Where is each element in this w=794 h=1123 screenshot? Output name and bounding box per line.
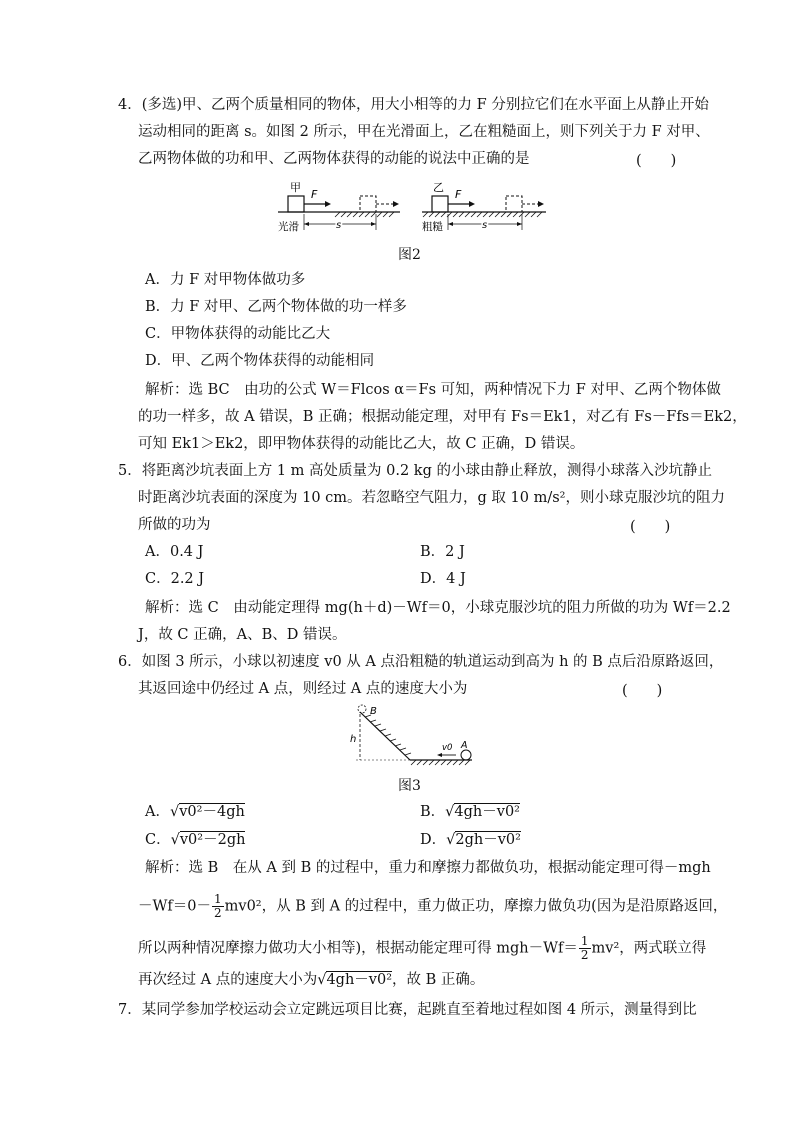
fig3-label-b: B xyxy=(370,706,377,717)
q4-answer-paren: ( ) xyxy=(636,153,677,169)
q6-option-a-radicand: v0²－4gh xyxy=(179,804,245,820)
q5-answer-paren: ( ) xyxy=(630,519,671,535)
q6-option-b-radicand: 4gh－v0² xyxy=(454,804,520,820)
q4-solution-line3: 可知 Ek1＞Ek2，即甲物体获得的动能比乙大，故 C 正确，D 错误。 xyxy=(138,436,585,452)
fig2-surface-smooth: 光滑 xyxy=(278,221,299,233)
q4-solution-line2: 的功一样多，故 A 错误，B 正确；根据动能定理，对甲有 Fs＝Ek1，对乙有 Fs－Ffs＝Ek2， xyxy=(138,409,747,425)
q6-solution-line1: 解析：选 B 在从 A 到 B 的过程中，重力和摩擦力都做负功，根据动能定理可得－mgh xyxy=(145,860,711,876)
fig2-label-yi: 乙 xyxy=(433,181,444,194)
q6-solution-line3 xyxy=(138,935,706,962)
figure-2 xyxy=(0,180,794,240)
fig2-block-jia xyxy=(288,196,304,212)
q6-answer-paren: ( ) xyxy=(622,683,663,699)
q6-option-c-radicand: v0²－2gh xyxy=(179,832,246,848)
fig2-block-jia-final xyxy=(360,196,376,212)
q4-stem-line1: 4．(多选)甲、乙两个质量相同的物体，用大小相等的力 F 分别拉它们在水平面上从静止开始 xyxy=(118,97,709,113)
fig3-label-h: h xyxy=(350,734,357,745)
q4-stem-line2: 运动相同的距离 s。如图 2 所示，甲在光滑面上，乙在粗糙面上，则下列关于力 F 对甲、 xyxy=(138,124,710,140)
q5-option-b: B．2 J xyxy=(420,544,465,560)
q6-solution-radicand: 4gh－v0² xyxy=(326,972,393,988)
fig3-label-v0: v0 xyxy=(442,743,453,753)
q7-stem-line1: 7．某同学参加学校运动会立定跳远项目比赛，起跳直至着地过程如图 4 所示，测量得到比 xyxy=(118,1002,697,1018)
q5-solution-line1: 解析：选 C 由动能定理得 mg(h＋d)－Wf＝0，小球克服沙坑的阻力所做的功为 Wf＝2.2 xyxy=(145,600,731,616)
q6-option-d: D．√2gh－v0² xyxy=(420,832,521,848)
q6-fraction-half-2 xyxy=(579,935,591,962)
q5-stem-line2: 时距离沙坑表面的深度为 10 cm。若忽略空气阻力，g 取 10 m/s²，则小球克服沙坑的阻力 xyxy=(138,490,725,506)
fig3-ball-a xyxy=(461,750,471,760)
fig2-distance-left: s xyxy=(336,220,342,231)
fig2-distance-right: s xyxy=(482,220,488,231)
q4-option-d: D．甲、乙两个物体获得的动能相同 xyxy=(145,353,375,369)
fig2-surface-rough: 粗糙 xyxy=(422,221,443,233)
q6-fraction-half-1 xyxy=(212,893,224,920)
q4-stem-line3: 乙两物体做的功和甲、乙两物体获得的动能的说法中正确的是 xyxy=(138,151,530,167)
fig2-block-yi xyxy=(432,196,448,212)
fig3-label-a: A xyxy=(461,740,468,751)
q6-option-c: C．√v0²－2gh xyxy=(145,832,246,848)
q4-option-c: C．甲物体获得的动能比乙大 xyxy=(145,326,331,342)
fraction-numerator: 1 xyxy=(580,934,589,948)
fraction-numerator: 1 xyxy=(214,892,222,906)
q6-option-a-label: A． xyxy=(145,804,170,820)
q6-option-b-label: B． xyxy=(420,804,446,820)
q4-option-b: B．力 F 对甲、乙两个物体做的功一样多 xyxy=(145,299,407,315)
q6-solution-line4: 再次经过 A 点的速度大小为√4gh－v0²，故 B 正确。 xyxy=(138,972,485,988)
q6-solution-line3-b: mv²，两式联立得 xyxy=(591,940,707,957)
fraction-denominator: 2 xyxy=(214,906,222,920)
q5-solution-line2: J，故 C 正确，A、B、D 错误。 xyxy=(138,627,347,643)
q6-solution-line4-a: 再次经过 A 点的速度大小为 xyxy=(138,972,318,988)
q6-option-a: A．√v0²－4gh xyxy=(145,804,245,820)
q6-option-d-radicand: 2gh－v0² xyxy=(455,832,521,848)
q4-option-a: A．力 F 对甲物体做功多 xyxy=(145,272,306,288)
q6-option-c-label: C． xyxy=(145,832,171,848)
q6-solution-line2-b: mv0²，从 B 到 A 的过程中，重力做正功，摩擦力做负功(因为是沿原路返回， xyxy=(224,898,728,915)
q6-solution-line2 xyxy=(138,893,727,920)
q5-stem-line3: 所做的功为 xyxy=(138,517,211,533)
q6-stem-line1: 6．如图 3 所示，小球以初速度 v0 从 A 点沿粗糙的轨道运动到高为 h 的 B 点后沿原路返回， xyxy=(118,654,724,670)
fig3-ball-b xyxy=(358,705,366,713)
fig2-force-label-right: F xyxy=(455,188,462,201)
q5-stem-line1: 5．将距离沙坑表面上方 1 m 高处质量为 0.2 kg 的小球由静止释放，测得小球落入沙坑静止 xyxy=(118,463,712,479)
q5-option-a: A．0.4 J xyxy=(145,544,204,560)
q6-solution-line4-b: ，故 B 正确。 xyxy=(392,972,485,988)
figure-3-caption: 图3 xyxy=(398,778,421,794)
q6-option-b: B．√4gh－v0² xyxy=(420,804,520,820)
fig2-force-label-left: F xyxy=(311,188,318,201)
fraction-denominator: 2 xyxy=(580,948,589,962)
q5-option-c: C．2.2 J xyxy=(145,571,205,587)
q6-stem-line2: 其返回途中仍经过 A 点，则经过 A 点的速度大小为 xyxy=(138,681,468,697)
q6-solution-line2-a: －Wf＝0－ xyxy=(138,898,211,915)
figure-3 xyxy=(0,700,794,770)
q5-option-d: D．4 J xyxy=(420,571,466,587)
q6-option-d-label: D． xyxy=(420,832,447,848)
q6-solution-line3-a: 所以两种情况摩擦力做功大小相等)，根据动能定理可得 mgh－Wf＝ xyxy=(138,940,578,957)
q4-solution-line1: 解析：选 BC 由功的公式 W＝Flcos α＝Fs 可知，两种情况下力 F 对甲、乙两个物体做 xyxy=(145,382,721,398)
fig2-block-yi-final xyxy=(506,196,522,212)
fig2-label-jia: 甲 xyxy=(290,181,301,194)
figure-2-caption: 图2 xyxy=(398,247,421,263)
